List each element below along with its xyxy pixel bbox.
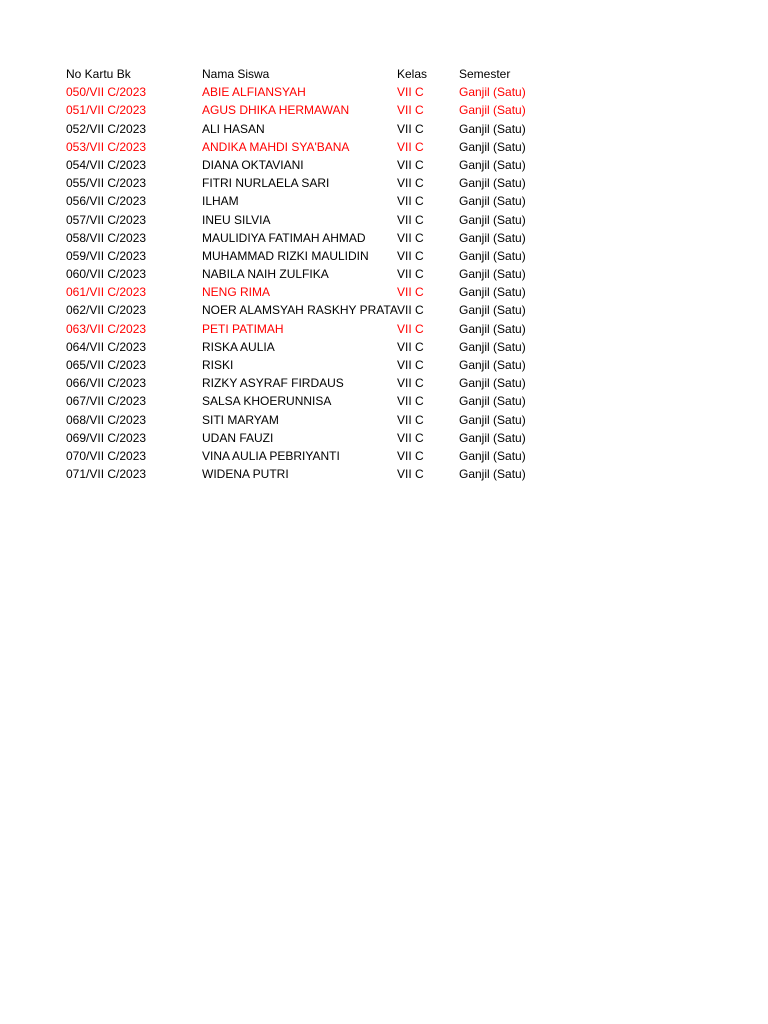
table-row (66, 429, 569, 447)
cell-no-kartu: 062/VII C/2023 (66, 303, 147, 318)
cell-kelas: VII C (397, 448, 424, 463)
table-row (66, 465, 569, 483)
cell-nama-siswa: SALSA KHOERUNNISA (202, 394, 332, 409)
cell-kelas: VII C (397, 339, 424, 354)
cell-kelas: VII C (397, 103, 424, 118)
cell-semester: Ganjil (Satu) (459, 303, 526, 318)
cell-kelas: VII C (397, 230, 424, 245)
cell-nama-siswa: RIZKY ASYRAF FIRDAUS (202, 376, 344, 391)
cell-nama-siswa: ANDIKA MAHDI SYA'BANA (202, 139, 350, 154)
table-row (66, 156, 569, 174)
cell-no-kartu: 055/VII C/2023 (66, 176, 147, 191)
cell-semester: Ganjil (Satu) (459, 212, 526, 227)
table-row (66, 120, 569, 138)
cell-nama-siswa: AGUS DHIKA HERMAWAN (202, 103, 350, 118)
cell-semester: Ganjil (Satu) (459, 176, 526, 191)
cell-no-kartu: 050/VII C/2023 (66, 85, 147, 100)
table-row (66, 392, 569, 410)
cell-kelas: VII C (397, 321, 424, 336)
table-row (66, 192, 569, 210)
cell-no-kartu: 070/VII C/2023 (66, 448, 147, 463)
cell-semester: Ganjil (Satu) (459, 267, 526, 282)
cell-nama-siswa: NENG RIMA (202, 285, 271, 300)
cell-kelas: VII C (397, 412, 424, 427)
cell-semester: Ganjil (Satu) (459, 448, 526, 463)
cell-semester: Ganjil (Satu) (459, 321, 526, 336)
cell-kelas: VII C (397, 430, 424, 445)
cell-kelas: VII C (397, 194, 424, 209)
cell-no-kartu: 057/VII C/2023 (66, 212, 147, 227)
cell-no-kartu: 063/VII C/2023 (66, 321, 147, 336)
cell-semester: Ganjil (Satu) (459, 230, 526, 245)
cell-semester: Ganjil (Satu) (459, 412, 526, 427)
cell-semester: Ganjil (Satu) (459, 358, 526, 372)
table-row (66, 320, 569, 338)
cell-kelas: VII C (397, 467, 424, 482)
cell-semester: Ganjil (Satu) (459, 430, 526, 445)
student-table (66, 65, 569, 483)
cell-kelas: VII C (397, 248, 424, 263)
cell-nama-siswa: INEU SILVIA (202, 212, 271, 227)
cell-no-kartu: 056/VII C/2023 (66, 194, 147, 209)
cell-semester: Ganjil (Satu) (459, 394, 526, 409)
table-row (66, 174, 569, 192)
table-row (66, 374, 569, 392)
cell-kelas: VII C (397, 267, 424, 282)
cell-nama-siswa: PETI PATIMAH (202, 321, 284, 336)
cell-no-kartu: 066/VII C/2023 (66, 376, 147, 391)
table-body (66, 83, 569, 483)
cell-nama-siswa: MUHAMMAD RIZKI MAULIDIN (202, 248, 369, 263)
cell-nama-siswa: RISKA AULIA (202, 339, 275, 354)
cell-kelas: VII C (397, 303, 424, 318)
cell-nama-siswa: NABILA NAIH ZULFIKA (202, 267, 329, 282)
cell-semester: Ganjil (Satu) (459, 194, 526, 209)
cell-semester: Ganjil (Satu) (459, 139, 526, 154)
cell-kelas: VII C (397, 394, 424, 409)
cell-nama-siswa: SITI MARYAM (202, 412, 279, 427)
cell-no-kartu: 071/VII C/2023 (66, 467, 147, 482)
cell-no-kartu: 067/VII C/2023 (66, 394, 147, 409)
cell-nama-siswa: FITRI NURLAELA SARI (202, 176, 330, 191)
table-row (66, 247, 569, 265)
cell-nama-siswa: DIANA OKTAVIANI (202, 157, 304, 172)
cell-no-kartu: 068/VII C/2023 (66, 412, 147, 427)
cell-semester: Ganjil (Satu) (459, 121, 526, 136)
table-header-row (66, 65, 569, 83)
cell-nama-siswa: ALI HASAN (202, 121, 265, 136)
cell-nama-siswa: MAULIDIYA FATIMAH AHMAD (202, 230, 366, 245)
cell-no-kartu: 053/VII C/2023 (66, 139, 147, 154)
cell-kelas: VII C (397, 376, 424, 391)
cell-no-kartu: 065/VII C/2023 (66, 358, 147, 372)
cell-semester: Ganjil (Satu) (459, 103, 526, 118)
cell-no-kartu: 064/VII C/2023 (66, 339, 147, 354)
table-row (66, 283, 569, 301)
table-row (66, 83, 569, 101)
cell-nama-siswa: WIDENA PUTRI (202, 467, 289, 482)
header-semester: Semester (459, 67, 511, 81)
table-row (66, 447, 569, 465)
cell-no-kartu: 061/VII C/2023 (66, 285, 147, 300)
table-row (66, 265, 569, 283)
cell-nama-siswa: ABIE ALFIANSYAH (202, 85, 306, 100)
cell-semester: Ganjil (Satu) (459, 376, 526, 391)
cell-nama-siswa: VINA AULIA PEBRIYANTI (202, 448, 340, 463)
cell-semester: Ganjil (Satu) (459, 285, 526, 300)
table-row (66, 356, 569, 374)
cell-semester: Ganjil (Satu) (459, 157, 526, 172)
cell-no-kartu: 052/VII C/2023 (66, 121, 147, 136)
cell-no-kartu: 051/VII C/2023 (66, 103, 147, 118)
table-row (66, 301, 569, 319)
cell-nama-siswa: NOER ALAMSYAH RASKHY PRATA (202, 303, 398, 318)
cell-nama-siswa: UDAN FAUZI (202, 430, 274, 445)
cell-kelas: VII C (397, 157, 424, 172)
cell-no-kartu: 054/VII C/2023 (66, 157, 147, 172)
table-row (66, 338, 569, 356)
table-row (66, 101, 569, 119)
cell-no-kartu: 060/VII C/2023 (66, 267, 147, 282)
cell-kelas: VII C (397, 139, 424, 154)
cell-kelas: VII C (397, 176, 424, 191)
header-no-kartu: No Kartu Bk (66, 67, 131, 81)
cell-no-kartu: 069/VII C/2023 (66, 430, 147, 445)
table-row (66, 211, 569, 229)
cell-kelas: VII C (397, 121, 424, 136)
table-row (66, 411, 569, 429)
header-nama-siswa: Nama Siswa (202, 67, 270, 81)
cell-nama-siswa: RISKI (202, 358, 234, 372)
cell-semester: Ganjil (Satu) (459, 339, 526, 354)
header-kelas: Kelas (397, 67, 428, 81)
cell-no-kartu: 059/VII C/2023 (66, 248, 147, 263)
cell-kelas: VII C (397, 358, 424, 372)
cell-kelas: VII C (397, 285, 424, 300)
cell-kelas: VII C (397, 212, 424, 227)
cell-semester: Ganjil (Satu) (459, 467, 526, 482)
table-row (66, 229, 569, 247)
cell-kelas: VII C (397, 85, 424, 100)
cell-nama-siswa: ILHAM (202, 194, 239, 209)
cell-semester: Ganjil (Satu) (459, 85, 526, 100)
cell-no-kartu: 058/VII C/2023 (66, 230, 147, 245)
cell-semester: Ganjil (Satu) (459, 248, 526, 263)
table-row (66, 138, 569, 156)
